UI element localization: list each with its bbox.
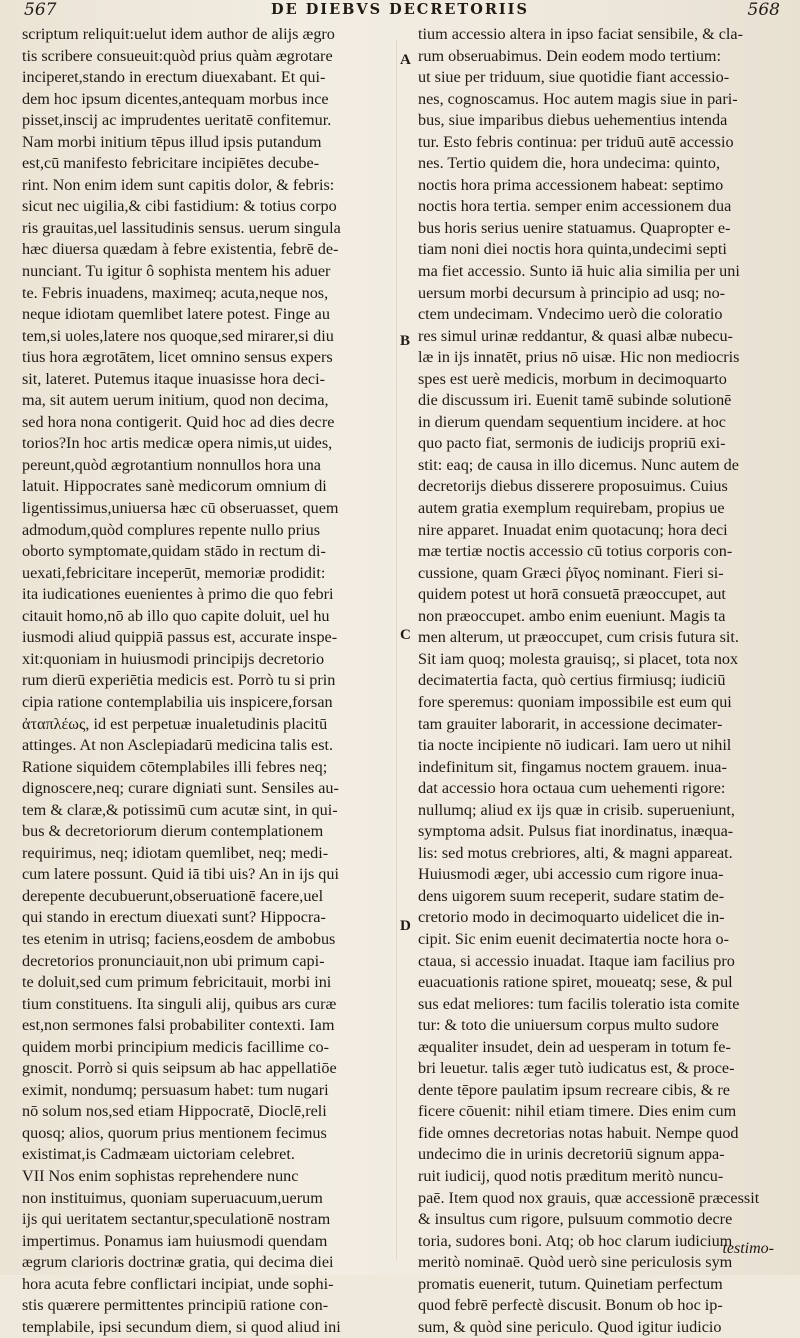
text-line: euacuationis ratione spiret, moueatq; sese, & pul: [418, 973, 733, 992]
text-line: Ratione siquidem cōtemplabiles illi febres neq;: [22, 757, 328, 776]
text-line: torios?In hoc artis medicæ opera nimis,ut uides,: [22, 434, 333, 453]
text-line: ægrum clarioris doctrinæ gratia, qui decima diei: [22, 1253, 334, 1272]
margin-letter-c: C: [400, 627, 411, 643]
text-line: promatis euenerit, tutum. Quinetiam perfectum: [418, 1274, 723, 1293]
text-line: hæc diuersa quædam à febre existentia, febrē de-: [22, 240, 339, 259]
text-line: hora acuta febre conflictari incipiat, unde sophi-: [22, 1274, 334, 1293]
text-line: cretorio modo in decimoquarto uidelicet die in-: [418, 908, 725, 927]
text-line: paē. Item quod nox grauis, quæ accessionē præcessit: [418, 1188, 760, 1207]
text-line: bus horis serius uenire statuamus. Quapropter e-: [418, 218, 731, 237]
text-line: tem & claræ,& potissimū cum acutæ sint, in qui-: [22, 800, 338, 819]
text-line: dente tēpore paulatim ipsum recreare cibis, & re: [418, 1080, 730, 1099]
text-line: ligentissimus,uniuersa hæc cū obseruasset, quem: [22, 499, 339, 518]
text-line: stis quærere permittentes principiū ratione con-: [22, 1296, 329, 1315]
text-line: autem gratia exemplum requirebam, propius ue: [418, 499, 725, 518]
text-line: pisset,inscij ac imprudentes ueritatē confitemur.: [22, 111, 332, 130]
margin-letter-a: A: [400, 52, 411, 68]
text-line: tiam noni diei noctis hora quinta,undecimi septi: [418, 240, 727, 259]
text-line: nunciant. Tu igitur ô sophista mentem his aduer: [22, 262, 331, 281]
text-line: xit:quoniam in huiusmodi principijs decretorio: [22, 649, 325, 668]
text-line: gnoscit. Porrò si quis seipsum ab hac appellatiōe: [22, 1059, 337, 1078]
text-line: læ in ijs innatēt, prius nō uisæ. Hic non mediocris: [418, 348, 740, 367]
text-line: spes est uerè medicis, morbum in decimoquarto: [418, 369, 727, 388]
text-line: sed hora nona contigerit. Quid hoc ad dies decre: [22, 412, 335, 431]
text-line: Huiusmodi æger, ubi accessio cum rigore inua-: [418, 865, 724, 884]
text-line: bus & decretoriorum dierum contemplationem: [22, 822, 324, 841]
text-line: noctis hora prima accessionem habeat: septimo: [418, 175, 724, 194]
text-line: pereunt,quòd ægrotantium nonnullos hora una: [22, 455, 321, 474]
text-line: noctis hora tertia. semper enim accessionem dua: [418, 197, 732, 216]
text-line: nō solum nos,sed etiam Hippocratē, Dioclē,reli: [22, 1102, 327, 1121]
text-line: sicut nec uigilia,& cibi fastidium: & totius corpo: [22, 197, 337, 216]
text-line: tem,si uoles,latere nos quoque,sed mirarer,si diu: [22, 326, 334, 345]
text-line: tur. Esto febris continua: per triduū autē accessio: [418, 132, 734, 151]
text-line: eximit, nondumq; persuasum habet: tum nugari: [22, 1080, 329, 1099]
text-line: dat accessio hora octaua cum uehementi rigore:: [418, 779, 726, 798]
text-line: ctaua, si accessio inuadat. Itaque iam facilius pro: [418, 951, 735, 970]
margin-letter-d: D: [400, 918, 411, 934]
text-line: impertimus. Ponamus iam huiusmodi quendam: [22, 1231, 328, 1250]
text-line: cum latere possunt. Quid iā tibi uis? An in ijs qui: [22, 865, 339, 884]
text-line: dem hoc ipsum dicentes,antequam morbus ince: [22, 89, 329, 108]
text-line: quidem morbi principium medicis facillime co-: [22, 1037, 330, 1056]
text-line: ἀταπλέως, id est perpetuæ inualetudinis placitū: [22, 714, 328, 733]
page-number-right: 568: [747, 0, 780, 20]
text-line: ut siue per triduum, siue quotidie fiant accessio-: [418, 68, 730, 87]
text-line: symptoma adsit. Pulsus fiat inordinatus, inæqua-: [418, 822, 734, 841]
text-line: fide omnes decretorias notas habuit. Nempe quod: [418, 1123, 739, 1142]
catchword: testimo-: [722, 1240, 774, 1257]
text-line: undecimo die in urinis decretoriū signum appa-: [418, 1145, 725, 1164]
text-line: inciperet,stando in erectum diuexabant. Et qui-: [22, 68, 326, 87]
text-line: æqualiter insudet, dein ad uesperam in totum fe-: [418, 1037, 731, 1056]
text-line: ita iudicationes euenientes à primo die quo febri: [22, 585, 334, 604]
text-line: attinges. At non Asclepiadarū medicina talis est.: [22, 736, 334, 755]
text-line: tium constituens. Ita singuli alij, quibus ars curæ: [22, 994, 337, 1013]
text-line: tius hora ægrotātem, licet omnino sensus expers: [22, 348, 333, 367]
text-line: ris grauitas,uel lassitudinis sensus. uerum singula: [22, 218, 341, 237]
text-line: est,non sermones falsi probabiliter contexti. Iam: [22, 1016, 335, 1035]
text-line: fore speremus: quoniam impossibile est eum qui: [418, 692, 732, 711]
text-line: Nam morbi initium tēpus illud ipsis putandum: [22, 132, 322, 151]
text-line: in dierum quendam sequentium incidere. at hoc: [418, 412, 726, 431]
text-line: sit, lateret. Putemus itaque inuasisse hora deci-: [22, 369, 325, 388]
text-line: bus, siue imparibus diebus uehementius intenda: [418, 111, 728, 130]
text-line: indefinitum sit, fingamus noctem grauem. inua-: [418, 757, 727, 776]
text-line: ruit iudicij, quod notis præditum meritò nuncu-: [418, 1166, 724, 1185]
text-line: scriptum reliquit:uelut idem author de alijs ægro: [22, 25, 335, 43]
text-line: tium accessio altera in ipso faciat sensibile, & cla-: [418, 25, 743, 43]
text-line: ijs qui ueritatem sectantur,speculationē nostram: [22, 1210, 331, 1229]
text-line: templabile, ipsi secundum diem, si quod aliud ini: [22, 1317, 341, 1336]
text-line: ficere cōuenit: nihil etiam timere. Dies enim cum: [418, 1102, 737, 1121]
text-line: nullumq; aliud ex ijs quæ in crisib. superueniunt,: [418, 800, 735, 819]
text-line: ma fiet accessio. Sunto iā huic alia similia per uni: [418, 262, 740, 281]
left-column: [22, 24, 395, 1338]
text-line: tur: & toto die uniuersum corpus multo sudore: [418, 1016, 719, 1035]
text-line: quo pacto fiat, sermonis de iudicijs propriū exi-: [418, 434, 726, 453]
text-line: bri leuetur. talis æger tutò iudicatus est, & proce-: [418, 1059, 735, 1078]
text-line: tes etenim in utrisq; faciens,eosdem de ambobus: [22, 929, 336, 948]
text-line: cipit. Sic enim euenit decimatertia nocte hora o-: [418, 929, 730, 948]
text-line: mæ tertiæ noctis accessio cū totius corporis con-: [418, 542, 733, 561]
text-line: rint. Non enim idem sunt capitis dolor, & febris:: [22, 175, 335, 194]
text-line: & insultus cum rigore, pulsuum commotio decre: [418, 1210, 733, 1229]
text-line: ctem undecimam. Vndecimo uerò die coloratio: [418, 305, 723, 324]
text-line: rum obseruabimus. Dein eodem modo tertium:: [418, 46, 722, 65]
text-line: sus edat meliores: tum facilis toleratio ista comite: [418, 994, 740, 1013]
text-line: decimatertia facta, quò certius firmiusq; iudiciū: [418, 671, 726, 690]
text-line: decretorijs diebus disserere proposuimus. Cuius: [418, 477, 728, 496]
text-line: quod febrē perfectè discusit. Bonum ob hoc ip-: [418, 1296, 723, 1315]
text-line: ma, sit autem uerum initium, quod non decima,: [22, 391, 329, 410]
text-line: VII Nos enim sophistas reprehendere nunc: [22, 1166, 299, 1185]
text-line: quidem potest ut horā consuetā præoccupet, aut: [418, 585, 726, 604]
text-line: tam grauiter laborarit, in accessione decimater-: [418, 714, 723, 733]
text-line: requirimus, neq; idiotam quemlibet, neq; medi-: [22, 843, 329, 862]
text-line: iusmodi aliud quippiā passus est, accurate inspe-: [22, 628, 338, 647]
text-line: est,cū manifesto febricitare incipiētes decube-: [22, 154, 320, 173]
text-line: stit: eaq; de causa in illo dicemus. Nunc autem de: [418, 455, 739, 474]
text-line: tis scribere consueuit:quòd prius quàm ægrotare: [22, 46, 333, 65]
text-line: cussione, quam Græci ῥῖγος nominant. Fieri si-: [418, 563, 724, 582]
text-line: nes. Tertio quidem die, hora undecima: quinto,: [418, 154, 721, 173]
margin-letter-b: B: [400, 333, 411, 349]
page-number-left: 567: [24, 0, 57, 20]
text-line: Sit iam quoq; molesta grauisq;, si placet, tota nox: [418, 649, 739, 668]
text-line: non instituimus, quoniam superuacuum,uerum: [22, 1188, 323, 1207]
text-line: res simul urinæ reddantur, & quasi albæ nubecu-: [418, 326, 733, 345]
text-line: lis: sed motus crebriores, alti, & magni appareat.: [418, 843, 733, 862]
text-line: existimat,is Cadmæam uictoriam celebret.: [22, 1145, 295, 1164]
text-line: te. Febris inuadens, maximeq; acuta,neque nos,: [22, 283, 329, 302]
text-line: admodum,quòd complures repente nullo prius: [22, 520, 321, 539]
text-line: citauit homo,nō ab illo quo capite doluit, uel hu: [22, 606, 330, 625]
text-line: non præoccupet. ambo enim eueniunt. Magis ta: [418, 606, 726, 625]
text-line: sum, & quòd sine periculo. Quod igitur iudicio: [418, 1317, 722, 1336]
text-line: decretorios pronunciauit,non ubi primum capi-: [22, 951, 325, 970]
running-title: DE DIEBVS DECRETORIIS: [271, 1, 529, 18]
text-line: quosq; alios, quorum prius mentionem fecimus: [22, 1123, 327, 1142]
text-line: derepente decubuerunt,obseruationē facere,uel: [22, 886, 324, 905]
text-line: meritò nominaē. Quòd uerò sine periculosis sym: [418, 1253, 733, 1272]
text-line: die discussum iri. Euenit tamē subinde solutionē: [418, 391, 732, 410]
text-line: toria, sudores boni. Atq; ob hoc clarum iudicium: [418, 1231, 733, 1250]
text-line: qui stando in erectum diuexati sunt? Hippocra-: [22, 908, 326, 927]
text-line: men alterum, ut præoccupet, cum crisis futura sit.: [418, 628, 739, 647]
text-line: dignoscere,neq; curare digniati sunt. Sensiles au-: [22, 779, 339, 798]
text-line: nire apparet. Inuadat enim quotacunq; hora deci: [418, 520, 728, 539]
column-gutter: [396, 40, 397, 1260]
text-line: latuit. Hippocrates sanè medicorum omnium di: [22, 477, 327, 496]
text-line: uersum morbi decursum à principio ad usq; no-: [418, 283, 726, 302]
text-line: dens uigorem suum receperit, sudare statim de-: [418, 886, 725, 905]
text-line: uexati,febricitare inceperūt, memoriæ prodidit:: [22, 563, 326, 582]
right-column: [418, 24, 778, 1338]
text-line: cipia ratione contemplabilia uis inspicere,forsan: [22, 692, 333, 711]
text-line: oborto symptomate,quidam stādo in rectum di-: [22, 542, 326, 561]
text-line: rum dierū experiētia medicis est. Porrò tu si prin: [22, 671, 336, 690]
text-line: te doluit,sed cum primum febricitauit, morbi ini: [22, 973, 332, 992]
text-line: neque idiotam quemlibet latere potest. Finge au: [22, 305, 330, 324]
text-line: nes, cognoscamus. Hoc autem magis siue in pari-: [418, 89, 738, 108]
page-header: [0, 0, 800, 22]
text-line: tia nocte incipiente nō iudicari. Iam uero ut nihil: [418, 736, 732, 755]
